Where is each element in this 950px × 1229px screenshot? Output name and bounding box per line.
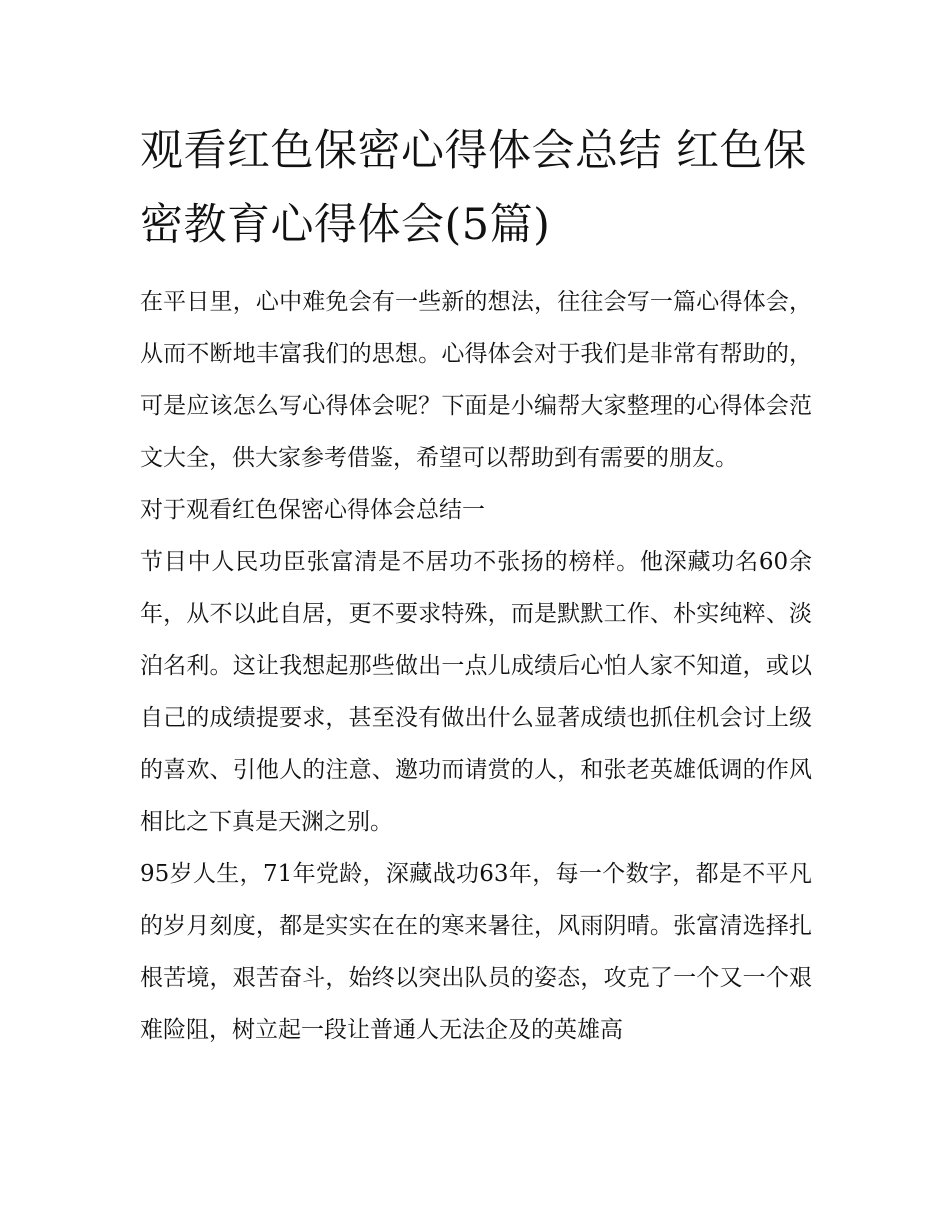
section-heading: 对于观看红色保密心得体会总结一 [140,497,485,523]
body-paragraph: 95岁人生，71年党龄，深藏战功63年，每一个数字，都是不平凡的岁月刻度，都是实实在在的寒来暑往，风雨阴晴。张富清选择扎根苦境，艰苦奋斗，始终以突出队员的姿态，攻克了一个又一个艰难险阻，树立起一段让普通人无法企及的英雄高 [140,861,812,1043]
intro-paragraph: 在平日里，心中难免会有一些新的想法，往往会写一篇心得体会，从而不断地丰富我们的思想。心得体会对于我们是非常有帮助的，可是应该怎么写心得体会呢？下面是小编帮大家整理的心得体会范文大全，供大家参考借鉴，希望可以帮助到有需要的朋友。 [140,289,812,471]
document-title: 观看红色保密心得体会总结 红色保密教育心得体会(5篇) [140,126,807,250]
document-page [140,0,812,1229]
document-body [140,276,812,1056]
body-paragraph: 节目中人民功臣张富清是不居功不张扬的榜样。他深藏功名60余年，从不以此自居，更不要求特殊，而是默默工作、朴实纯粹、淡泊名利。这让我想起那些做出一点儿成绩后心怕人家不知道，或以自己的成绩提要求，甚至没有做出什么显著成绩也抓住机会讨上级的喜欢、引他人的注意、邀功而请赏的人，和张老英雄低调的作风相比之下真是天渊之别。 [140,549,812,835]
